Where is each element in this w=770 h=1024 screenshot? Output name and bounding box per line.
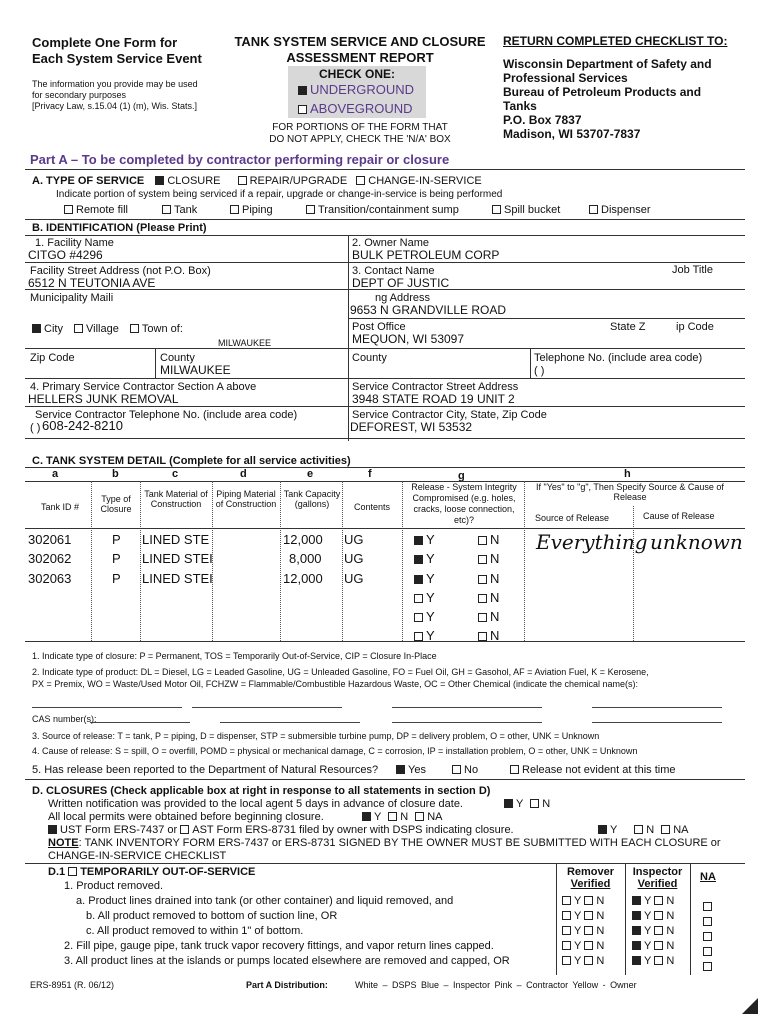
closure-written-notice: Written notification was provided to the local agent 5 days in advance of closure date.: [48, 798, 463, 810]
y-label: Y: [426, 532, 435, 547]
telephone-field[interactable]: ( ): [534, 365, 545, 377]
d1-heading: [48, 866, 255, 878]
footnote-source: 3. Source of release: T = tank, P = piping, D = dispenser, STP = submersible turbine pump, DP = delivery problem, O = other, UNK = Unknown: [32, 731, 600, 741]
header-contents: Contents: [353, 502, 391, 512]
n-label: N: [666, 910, 675, 922]
d1-label: D.1: [48, 866, 66, 878]
col-letter-c: c: [172, 468, 179, 480]
release-y-1[interactable]: [414, 532, 435, 547]
form-filed-na-checkbox[interactable]: [661, 825, 670, 834]
form-title-2: ASSESSMENT REPORT: [286, 50, 434, 65]
na-label: NA: [427, 811, 443, 823]
na-checkbox[interactable]: [703, 962, 712, 971]
form-filed-y-checkbox[interactable]: [598, 825, 607, 834]
dnr-yes[interactable]: [396, 764, 426, 776]
dispenser-label: Dispenser: [601, 204, 651, 216]
facility-name-field[interactable]: CITGO #4296: [28, 248, 103, 262]
inspector-y-checkbox[interactable]: [632, 896, 641, 905]
n-label: N: [400, 811, 409, 823]
mailing-address-label: ng Address: [375, 292, 431, 304]
remover-n-checkbox[interactable]: [584, 941, 593, 950]
change-checkbox[interactable]: [356, 176, 365, 185]
tank-checkbox[interactable]: [162, 205, 171, 214]
contractor-field[interactable]: HELLERS JUNK REMOVAL: [28, 392, 179, 406]
town-label: Town of:: [141, 323, 183, 335]
n-checkbox[interactable]: [478, 575, 487, 584]
county-field[interactable]: MILWAUKEE: [160, 363, 231, 377]
inspector-verify-3: [632, 955, 674, 967]
header-release: Release - System Integrity Compromised (e.g. holes, cracks, loose connection, etc)?: [411, 482, 517, 525]
aboveground-checkbox[interactable]: [298, 105, 307, 114]
inspector-y-checkbox[interactable]: [632, 911, 641, 920]
n-label: N: [666, 925, 675, 937]
dnr-not-evident[interactable]: [510, 764, 675, 776]
n-label: N: [490, 532, 500, 547]
y-label: Y: [426, 551, 435, 566]
underground-label: UNDERGROUND: [310, 82, 414, 97]
change-option[interactable]: [356, 175, 481, 187]
facility-name-label: 1. Facility Name: [35, 237, 114, 249]
na-verify-3[interactable]: [703, 957, 715, 975]
repair-option[interactable]: [238, 175, 348, 187]
return-address: [503, 57, 712, 141]
closure-note: [48, 837, 721, 849]
remover-n-checkbox[interactable]: [584, 896, 593, 905]
header-source: Source of Release: [535, 513, 610, 523]
y-label: Y: [644, 895, 652, 907]
check-one-label: CHECK ONE:: [318, 67, 395, 81]
d1-item-3: 3. All product lines at the islands or pumps located elsewhere are removed and capped, OR: [64, 955, 510, 967]
y-label: Y: [644, 940, 652, 952]
y-label: Y: [516, 798, 524, 810]
n-label: N: [596, 940, 605, 952]
inspector-verify-1a: [632, 895, 674, 907]
col-letter-b: b: [112, 468, 119, 480]
note-label: NOTE: [48, 837, 79, 849]
city-option[interactable]: [32, 323, 63, 335]
inspector-header: Inspector: [632, 866, 683, 878]
spill-bucket-checkbox[interactable]: [492, 205, 501, 214]
facility-address-label: Facility Street Address (not P.O. Box): [30, 265, 211, 277]
release-n-1[interactable]: [478, 532, 499, 547]
post-office-label: Post Office: [352, 321, 406, 333]
tank-detail-heading: [32, 455, 351, 467]
aboveground-label: ABOVEGROUND: [310, 101, 413, 116]
closure-type-3[interactable]: P: [112, 571, 121, 586]
n-label: N: [646, 824, 655, 836]
release-n-2[interactable]: [478, 551, 499, 566]
inspector-n-checkbox[interactable]: [654, 911, 663, 920]
header-piping-material: Piping Material of Construction: [215, 489, 277, 509]
village-option[interactable]: [74, 323, 119, 335]
page-corner-icon: [742, 998, 758, 1014]
owner-name-field[interactable]: BULK PETROLEUM CORP: [352, 248, 500, 262]
remover-verify-1c: [562, 925, 604, 937]
inspector-verified-header: Verified: [637, 878, 678, 890]
y-checkbox[interactable]: [414, 632, 423, 641]
n-label: N: [490, 551, 500, 566]
inspector-y-checkbox[interactable]: [632, 926, 641, 935]
return-line: Madison, WI 53707-7837: [503, 127, 641, 141]
telephone-label: Telephone No. (include area code): [534, 352, 703, 364]
dnr-no[interactable]: [452, 764, 478, 776]
release-n-4[interactable]: [478, 590, 499, 605]
dnr-yes-label: Yes: [408, 764, 426, 776]
permits-n-checkbox[interactable]: [388, 812, 397, 821]
portion-transition[interactable]: [306, 204, 459, 216]
inspector-y-checkbox[interactable]: [632, 956, 641, 965]
ust-form-checkbox[interactable]: [48, 825, 57, 834]
y-label: Y: [574, 895, 582, 907]
contractor-city-label: Service Contractor City, State, Zip Code: [352, 409, 547, 421]
municipality-label: Municipality Maili: [30, 292, 114, 304]
y-label: Y: [426, 628, 435, 643]
header-source-cause: If "Yes" to "g", Then Specify Source & Cause of Release: [536, 482, 724, 502]
n-label: N: [596, 895, 605, 907]
form-filed-n-checkbox[interactable]: [634, 825, 643, 834]
remote-fill-label: Remote fill: [76, 204, 128, 216]
contractor-label: 4. Primary Service Contractor Section A above: [30, 381, 257, 393]
col-letter-a: a: [52, 468, 59, 480]
job-title-label: Job Title: [672, 264, 713, 276]
y-label: Y: [574, 910, 582, 922]
na-checkbox[interactable]: [703, 947, 712, 956]
inspector-n-checkbox[interactable]: [654, 926, 663, 935]
portion-remote-fill[interactable]: [64, 204, 128, 216]
municipality-field[interactable]: MILWAUKEE: [218, 338, 272, 348]
village-label: Village: [86, 323, 119, 335]
closure-form-filed: [48, 824, 514, 836]
y-checkbox[interactable]: [414, 536, 423, 545]
underground-checkbox[interactable]: [298, 86, 307, 95]
contents-3[interactable]: UG: [344, 571, 364, 586]
handwritten-source[interactable]: Everything: [536, 530, 648, 554]
y-checkbox[interactable]: [414, 613, 423, 622]
header-cause: Cause of Release: [643, 511, 715, 521]
contents-2[interactable]: UG: [344, 551, 364, 566]
y-label: Y: [374, 811, 382, 823]
remover-y-checkbox[interactable]: [562, 941, 571, 950]
n-label: N: [542, 798, 551, 810]
n-checkbox[interactable]: [478, 555, 487, 564]
return-line: Tanks: [503, 99, 537, 113]
piping-checkbox[interactable]: [230, 205, 239, 214]
remover-header: Remover: [566, 866, 615, 878]
closure-checkbox[interactable]: [155, 176, 164, 185]
closure-option[interactable]: [155, 175, 220, 187]
county-label: County: [160, 352, 195, 364]
ast-form-checkbox[interactable]: [180, 825, 189, 834]
remover-y-checkbox[interactable]: [562, 926, 571, 935]
permits-na-checkbox[interactable]: [415, 812, 424, 821]
d1-item-1a: a. Product lines drained into tank (or other container) and liquid removed, and: [76, 895, 454, 907]
facility-address-field[interactable]: 6512 N TEUTONIA AVE: [28, 276, 156, 290]
tank-material-3[interactable]: LINED STEI: [142, 571, 213, 586]
remover-n-checkbox[interactable]: [584, 911, 593, 920]
dnr-no-checkbox[interactable]: [452, 765, 461, 774]
n-label: N: [490, 628, 500, 643]
change-label: CHANGE-IN-SERVICE: [368, 175, 482, 187]
inspector-n-checkbox[interactable]: [654, 941, 663, 950]
n-checkbox[interactable]: [478, 536, 487, 545]
form-instruction-1: Complete One Form for: [32, 35, 178, 50]
repair-checkbox[interactable]: [238, 176, 247, 185]
na-checkbox[interactable]: [703, 902, 712, 911]
inspector-n-checkbox[interactable]: [654, 956, 663, 965]
d1-item-1: 1. Product removed.: [64, 880, 164, 892]
owner-county-label: County: [352, 352, 387, 364]
dnr-reported-question: 5. Has release been reported to the Department of Natural Resources?: [32, 764, 379, 776]
aboveground-option[interactable]: [298, 101, 413, 116]
written-n-checkbox[interactable]: [530, 799, 539, 808]
n-label: N: [596, 925, 605, 937]
n-checkbox[interactable]: [478, 594, 487, 603]
release-y-3[interactable]: [414, 571, 435, 586]
y-label: Y: [574, 925, 582, 937]
closure-permits: All local permits were obtained before beginning closure.: [48, 811, 324, 823]
y-label: Y: [644, 955, 652, 967]
permits-yn: [362, 811, 443, 823]
footnote-cause: 4. Cause of release: S = spill, O = overfill, POMD = physical or mechanical damage, C = corrosion, IP = installation problem, O = other, UNK = Unknown: [32, 746, 638, 756]
capacity-2[interactable]: 8,000: [289, 551, 322, 566]
town-checkbox[interactable]: [130, 324, 139, 333]
contractor-city-field[interactable]: DEFOREST, WI 53532: [350, 420, 473, 434]
d1-item-1c: c. All product removed to within 1" of bottom.: [86, 925, 304, 937]
footnote-product-type-2: PX = Premix, WO = Waste/Used Motor Oil, FCHZW = Flammable/Combustible Hazardous Waste, OC = Other Chemical (indicate the chemical name(s):: [32, 679, 639, 689]
cas-number-label: CAS number(s):: [32, 714, 97, 724]
temp-oos-label: TEMPORARILY OUT-OF-SERVICE: [80, 866, 256, 878]
note-text-2: CHANGE-IN-SERVICE CHECKLIST: [48, 850, 227, 862]
d1-item-1b: b. All product removed to bottom of suction line, OR: [86, 910, 338, 922]
return-line: Bureau of Petroleum Products and: [503, 85, 702, 99]
y-checkbox[interactable]: [414, 594, 423, 603]
n-label: N: [666, 895, 675, 907]
contact-name-label: 3. Contact Name: [352, 265, 435, 277]
privacy-note-2: for secondary purposes: [32, 90, 127, 100]
remover-y-checkbox[interactable]: [562, 896, 571, 905]
type-of-service-label: A. TYPE OF SERVICE: [32, 175, 145, 187]
temp-oos-checkbox[interactable]: [68, 867, 77, 876]
inspector-verify-1b: [632, 910, 674, 922]
remover-verify-1a: [562, 895, 604, 907]
tank-material-2[interactable]: LINED STEI: [142, 551, 213, 566]
please-print: (Please Print): [136, 222, 207, 234]
tank-detail-label: C. TANK SYSTEM DETAIL: [32, 455, 167, 467]
underground-option[interactable]: [298, 82, 414, 97]
tank-label: Tank: [174, 204, 198, 216]
form-filed-yn: [598, 824, 689, 836]
written-y-checkbox[interactable]: [504, 799, 513, 808]
remote-fill-checkbox[interactable]: [64, 205, 73, 214]
col-letter-d: d: [240, 468, 247, 480]
y-label: Y: [610, 824, 618, 836]
zip-code-label: Zip Code: [30, 352, 75, 364]
return-line: Professional Services: [503, 71, 628, 85]
footnote-product-type-1: 2. Indicate type of product: DL = Diesel, LG = Leaded Gasoline, UG = Unleaded Gasoline, FO = Fuel Oil, GH = Gasohol, AF = Aviation Fuel, K = Kerosene,: [32, 667, 649, 677]
repair-label: REPAIR/UPGRADE: [249, 175, 348, 187]
ast-form-label: AST Form ERS-8731 filed by owner with DSPS indicating closure.: [192, 824, 514, 836]
col-letter-e: e: [307, 468, 314, 480]
identification-heading: [32, 222, 207, 234]
note-text-1: : TANK INVENTORY FORM ERS-7437 or ERS-8731 SIGNED BY THE OWNER MUST BE SUBMITTED WITH EACH CLOSURE or: [78, 837, 721, 849]
closure-type-1[interactable]: P: [112, 532, 121, 547]
portion-instruction: Indicate portion of system being serviced if a repair, upgrade or change-in-service is being performed: [56, 189, 503, 200]
dnr-yes-checkbox[interactable]: [396, 765, 405, 774]
state-label: State Z: [610, 321, 646, 333]
portion-tank[interactable]: [162, 204, 197, 216]
y-checkbox[interactable]: [414, 555, 423, 564]
remover-verify-1b: [562, 910, 604, 922]
remover-y-checkbox[interactable]: [562, 956, 571, 965]
n-label: N: [596, 910, 605, 922]
tank-detail-note: (Complete for all service activities): [169, 455, 351, 467]
inspector-n-checkbox[interactable]: [654, 896, 663, 905]
contents-1[interactable]: UG: [344, 532, 364, 547]
n-checkbox[interactable]: [478, 613, 487, 622]
header-tank-id: Tank ID #: [40, 502, 80, 512]
closures-heading: D. CLOSURES (Check applicable box at right in response to all statements in section D): [32, 785, 491, 797]
n-label: N: [490, 609, 500, 624]
tank-id-2[interactable]: 302062: [28, 551, 72, 566]
na-note-1: FOR PORTIONS OF THE FORM THAT: [272, 122, 448, 133]
footnote-closure-type: 1. Indicate type of closure: P = Permanent, TOS = Temporarily Out-of-Service, CIP = Closure In-Place: [32, 651, 437, 661]
remover-y-checkbox[interactable]: [562, 911, 571, 920]
release-n-5[interactable]: [478, 609, 499, 624]
col-letter-h: h: [624, 468, 631, 480]
distribution-text: White – DSPS Blue – Inspector Pink – Contractor Yellow - Owner: [355, 980, 637, 990]
release-y-5[interactable]: [414, 609, 435, 624]
village-checkbox[interactable]: [74, 324, 83, 333]
handwritten-cause[interactable]: unknown: [650, 530, 743, 554]
privacy-note-3: [Privacy Law, s.15.04 (1) (m), Wis. Stats.]: [32, 101, 198, 111]
privacy-note-1: The information you provide may be used: [32, 79, 198, 89]
capacity-1[interactable]: 12,000: [283, 532, 323, 547]
contractor-address-label: Service Contractor Street Address: [352, 381, 519, 393]
capacity-3[interactable]: 12,000: [283, 571, 323, 586]
release-n-3[interactable]: [478, 571, 499, 586]
d1-item-2: 2. Fill pipe, gauge pipe, tank truck vapor recovery fittings, and vapor return lines capped.: [64, 940, 494, 952]
na-checkbox[interactable]: [703, 917, 712, 926]
mailing-address-field[interactable]: 9653 N GRANDVILLE ROAD: [350, 303, 507, 317]
remover-verify-2: [562, 940, 604, 952]
n-label: N: [666, 955, 675, 967]
contractor-phone-field[interactable]: 608-242-8210: [42, 418, 123, 433]
tank-id-3[interactable]: 302063: [28, 571, 72, 586]
col-letter-g: g: [458, 470, 465, 482]
release-y-2[interactable]: [414, 551, 435, 566]
y-label: Y: [426, 609, 435, 624]
y-label: Y: [644, 910, 652, 922]
contractor-address-field[interactable]: 3948 STATE ROAD 19 UNIT 2: [352, 392, 515, 406]
remover-verify-3: [562, 955, 604, 967]
n-label: N: [490, 590, 500, 605]
owner-name-label: 2. Owner Name: [352, 237, 430, 249]
type-of-service-row: [32, 175, 482, 187]
return-title: RETURN COMPLETED CHECKLIST TO:: [503, 34, 728, 48]
form-instruction-2: Each System Service Event: [32, 51, 202, 66]
closure-label: CLOSURE: [167, 175, 221, 187]
n-checkbox[interactable]: [478, 632, 487, 641]
contractor-phone-paren: ( ): [30, 422, 41, 434]
y-label: Y: [574, 955, 582, 967]
part-a-title: Part A – To be completed by contractor performing repair or closure: [30, 152, 450, 167]
col-letter-f: f: [368, 468, 372, 480]
inspector-verify-1c: [632, 925, 674, 937]
release-y-4[interactable]: [414, 590, 435, 605]
spill-bucket-label: Spill bucket: [504, 204, 561, 216]
n-label: N: [666, 940, 675, 952]
na-checkbox[interactable]: [703, 932, 712, 941]
zip-code-label-2: ip Code: [676, 321, 714, 333]
remover-n-checkbox[interactable]: [584, 956, 593, 965]
tank-id-1[interactable]: 302061: [28, 532, 72, 547]
inspector-verify-2: [632, 940, 674, 952]
header-capacity: Tank Capacity (gallons): [283, 489, 341, 509]
transition-label: Transition/containment sump: [318, 204, 459, 216]
contractor-phone-label: Service Contractor Telephone No. (include area code): [35, 409, 298, 421]
permits-y-checkbox[interactable]: [362, 812, 371, 821]
portion-spill-bucket[interactable]: [492, 204, 560, 216]
y-label: Y: [574, 940, 582, 952]
na-column-header: NA: [700, 871, 716, 883]
city-label: City: [44, 323, 63, 335]
portion-piping[interactable]: [230, 204, 273, 216]
distribution-label: Part A Distribution:: [246, 980, 328, 990]
remover-verified-header: Verified: [570, 878, 611, 890]
closure-type-2[interactable]: P: [112, 551, 121, 566]
tank-material-1[interactable]: LINED STE: [142, 532, 210, 547]
y-label: Y: [426, 590, 435, 605]
form-number: ERS-8951 (R. 06/12): [30, 980, 115, 990]
na-label: NA: [673, 824, 689, 836]
header-tank-material: Tank Material of Construction: [144, 489, 208, 509]
post-office-field[interactable]: MEQUON, WI 53097: [352, 332, 465, 346]
remover-n-checkbox[interactable]: [584, 926, 593, 935]
y-label: Y: [644, 925, 652, 937]
contact-name-field[interactable]: DEPT OF JUSTIC: [352, 276, 450, 290]
y-checkbox[interactable]: [414, 575, 423, 584]
dnr-no-label: No: [464, 764, 479, 776]
town-option[interactable]: [130, 323, 183, 335]
identification-label: B. IDENTIFICATION: [32, 222, 134, 234]
dnr-not-evident-checkbox[interactable]: [510, 765, 519, 774]
municipality-type: [32, 323, 183, 335]
na-note-2: DO NOT APPLY, CHECK THE 'N/A' BOX: [269, 134, 451, 145]
header-closure-type: Type of Closure: [100, 494, 132, 514]
return-line: Wisconsin Department of Safety and: [503, 57, 712, 71]
n-label: N: [596, 955, 605, 967]
n-label: N: [490, 571, 500, 586]
written-yn: [504, 798, 550, 810]
ust-form-label: UST Form ERS-7437 or: [60, 824, 178, 836]
portion-dispenser[interactable]: [589, 204, 651, 216]
inspector-y-checkbox[interactable]: [632, 941, 641, 950]
return-line: P.O. Box 7837: [503, 113, 582, 127]
transition-checkbox[interactable]: [306, 205, 315, 214]
form-title-1: TANK SYSTEM SERVICE AND CLOSURE: [234, 34, 486, 49]
dnr-not-evident-label: Release not evident at this time: [522, 764, 676, 776]
city-checkbox[interactable]: [32, 324, 41, 333]
y-label: Y: [426, 571, 435, 586]
piping-label: Piping: [242, 204, 273, 216]
dispenser-checkbox[interactable]: [589, 205, 598, 214]
